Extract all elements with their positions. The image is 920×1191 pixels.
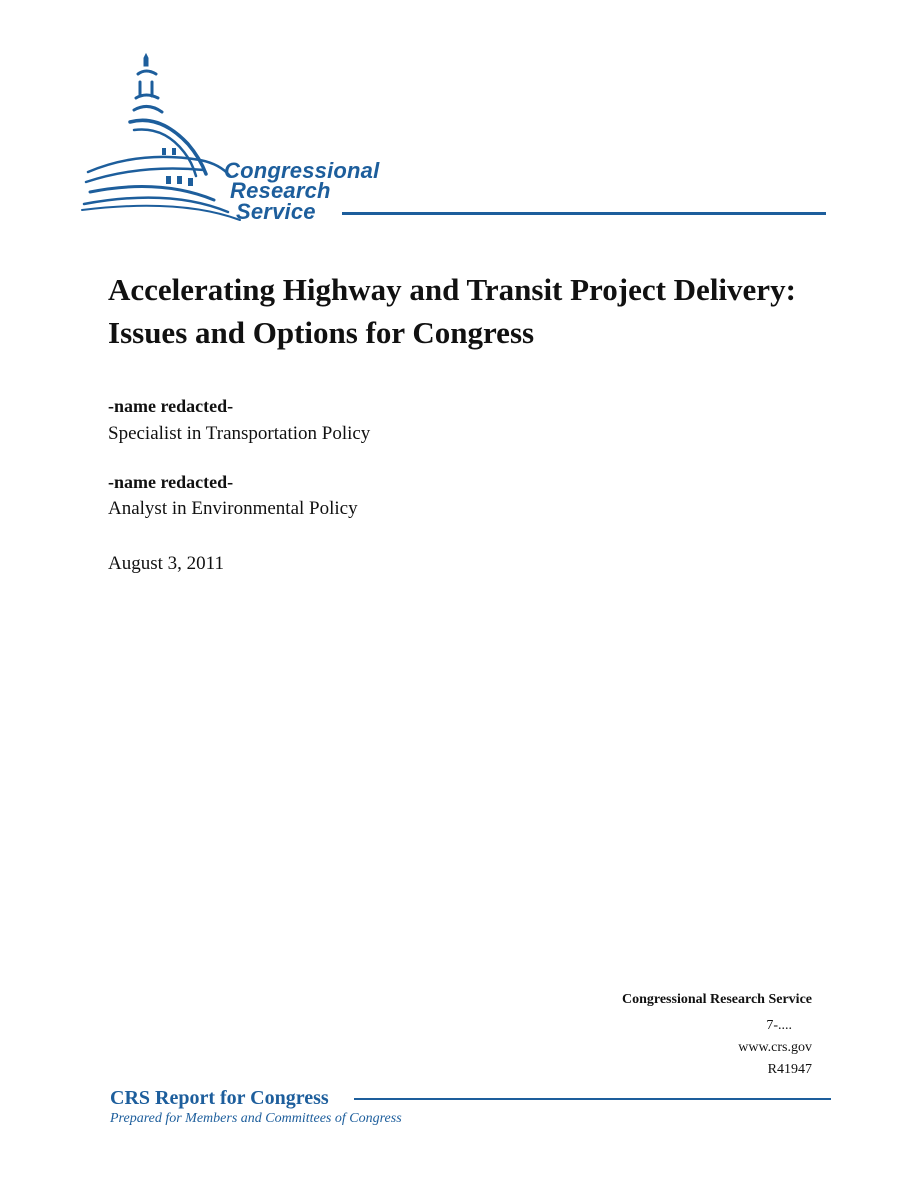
author-name: -name redacted- [108,396,234,416]
footer-title: CRS Report for Congress [110,1087,329,1109]
header-rule [342,212,826,215]
logo-text-congressional: Congressional [224,158,380,183]
report-number: R41947 [767,1062,812,1077]
publisher-organization: Congressional Research Service [621,992,812,1007]
publisher-website: www.crs.gov [738,1040,812,1055]
crs-logo [80,52,830,227]
publisher-code: 7-.... [766,1018,792,1033]
footer-rule [354,1098,831,1100]
author-role: Analyst in Environmental Policy [108,498,358,519]
report-date: August 3, 2011 [108,553,224,574]
logo-text-service: Service [236,199,316,224]
footer-subtitle: Prepared for Members and Committees of Congress [110,1111,402,1126]
logo-text-research: Research [230,178,331,203]
author-name: -name redacted- [108,472,234,492]
author-role: Specialist in Transportation Policy [108,423,371,444]
report-title: Accelerating Highway and Transit Project Delivery: Issues and Options for Congress [108,272,796,350]
